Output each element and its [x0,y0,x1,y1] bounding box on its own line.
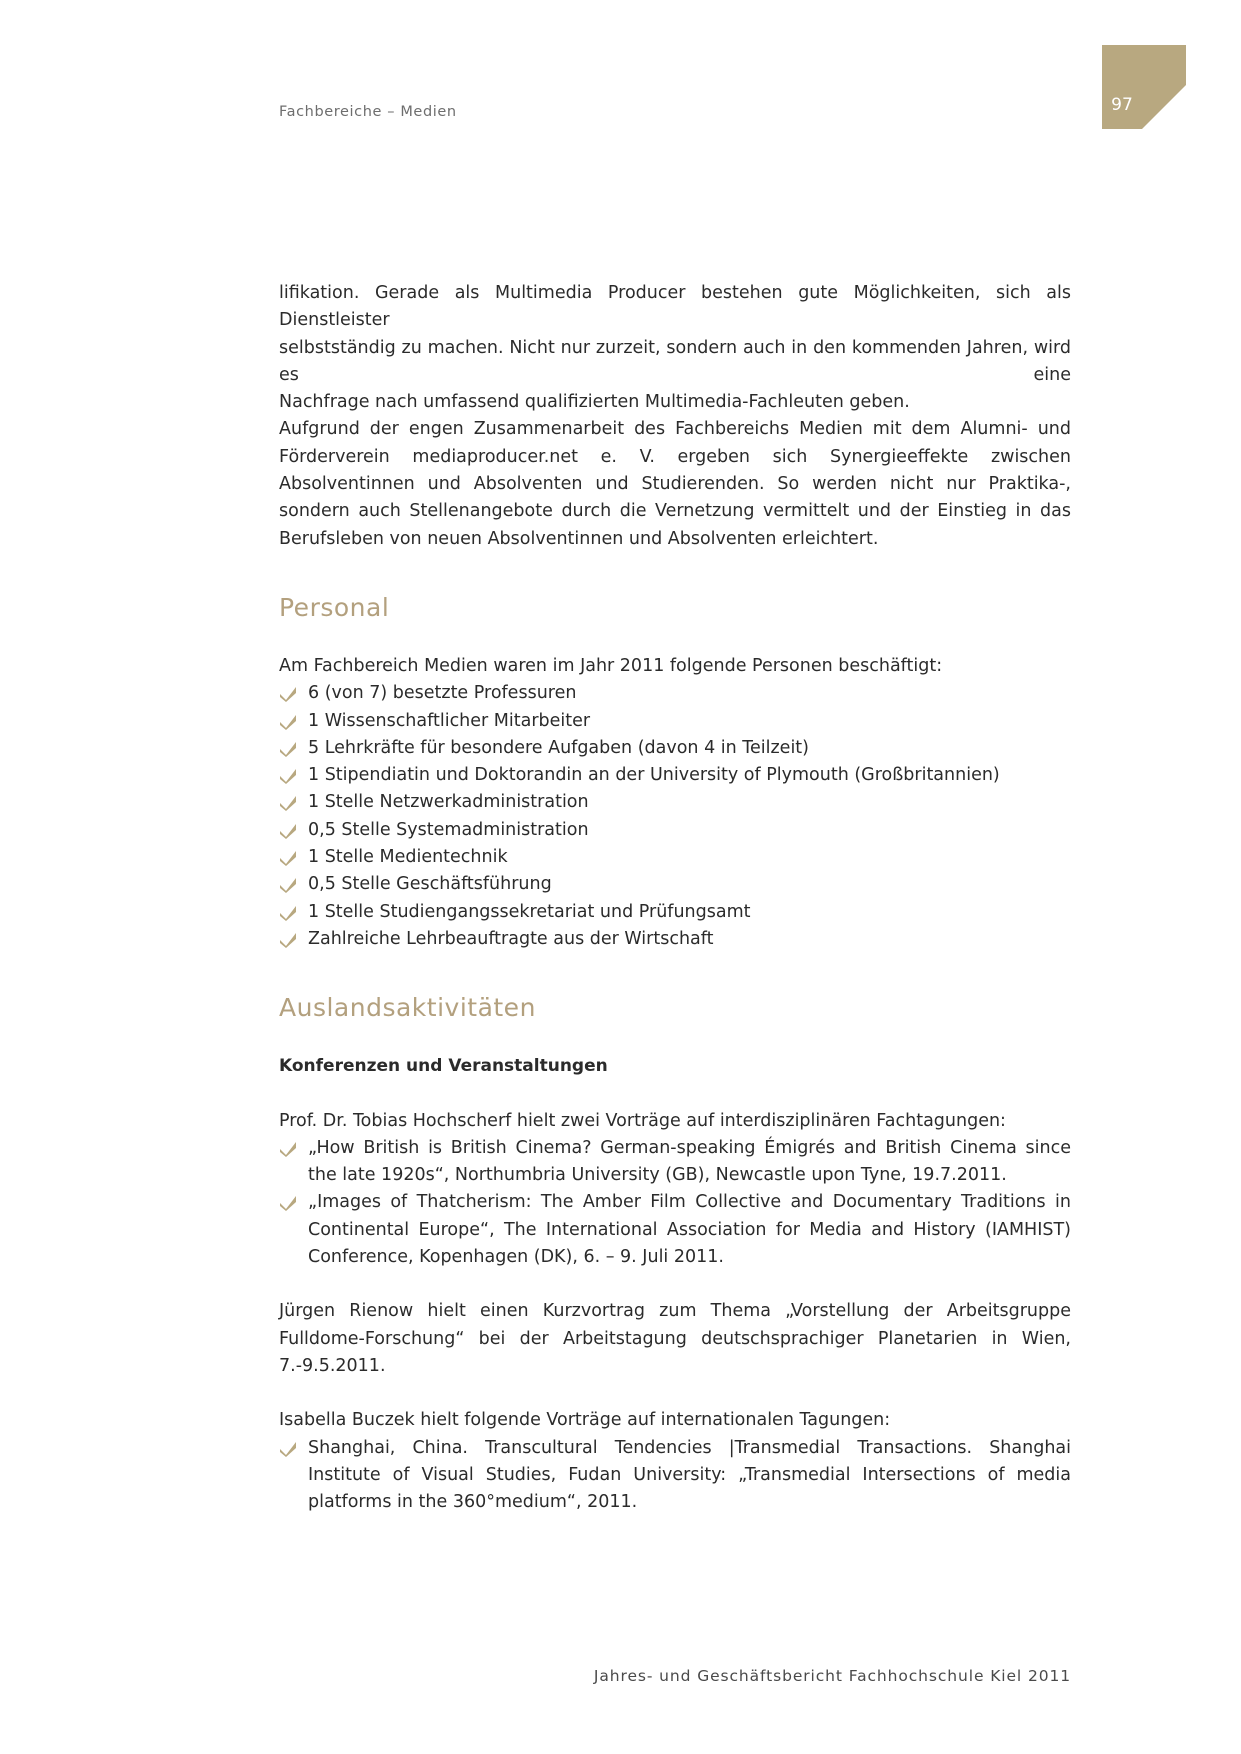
list-item-text: 6 (von 7) besetzte Professuren [308,683,577,704]
main-content [279,280,1071,1516]
list-item [279,708,1071,735]
running-head: Fachbereiche – Medien [279,104,457,120]
list-item [279,735,1071,762]
checkmark-bullet-icon [279,768,297,784]
section-heading-personal: Personal [279,592,390,622]
list-item-text: 1 Stelle Studiengangssekretariat und Prüfungsamt [308,901,751,922]
checkmark-bullet-icon [279,714,297,730]
checkmark-bullet-icon [279,905,297,921]
buczek-intro: Isabella Buczek hielt folgende Vorträge auf internationalen Tagungen: [279,1410,891,1431]
page-number: 97 [1111,95,1133,115]
list-item-text: 1 Wissenschaftlicher Mitarbeiter [308,710,591,731]
page-number-tab [1102,45,1186,129]
list-item-text: 1 Stelle Medientechnik [308,847,508,868]
personal-list [279,680,1071,953]
buczek-list [279,1435,1071,1517]
checkmark-bullet-icon [279,1441,297,1457]
checkmark-bullet-icon [279,1195,297,1211]
list-item [279,1189,1071,1271]
checkmark-bullet-icon [279,850,297,866]
intro-line-3: Nachfrage nach umfassend qualifizierten Multimedia-Fachleuten geben. [279,392,910,413]
list-item [279,680,1071,707]
checkmark-bullet-icon [279,795,297,811]
footer-text: Jahres- und Geschäftsbericht Fachhochschule Kiel 2011 [593,1667,1071,1685]
checkmark-bullet-icon [279,823,297,839]
checkmark-bullet-icon [279,741,297,757]
list-item [279,926,1071,953]
intro-paragraph-2: Aufgrund der engen Zusammenarbeit des Fachbereichs Medien mit dem Alumni- und Förderverein mediaproducer.net e. V. ergeben sich Synergieeffekte zwischen Absolventinnen und Absolventen und Studierenden. So werden nicht nur Praktika-, sondern auch Stellenangebote durch die Vernetzung vermittelt und der Einstieg in das Berufsleben von neuen Absolventinnen und Absolventen erleichtert. [279,419,1071,549]
hochscherf-intro: Prof. Dr. Tobias Hochscherf hielt zwei Vorträge auf interdisziplinären Fachtagungen: [279,1110,1006,1131]
list-item [279,789,1071,816]
intro-line-2: selbstständig zu machen. Nicht nur zurzeit, sondern auch in den kommenden Jahren, wird es eine [279,337,1071,385]
list-item [279,899,1071,926]
list-item-text: „How British is British Cinema? German-speaking Émigrés and British Cinema since the late 1920s“, Northumbria University (GB), Newcastle upon Tyne, 19.7.2011. [308,1137,1071,1186]
list-item-text: Shanghai, China. Transcultural Tendencies |Transmedial Transactions. Shanghai Institute of Visual Studies, Fudan University: „Transmedial Intersections of media platforms in the 360°medium“, 2011. [308,1437,1071,1513]
list-item-text: 1 Stipendiatin und Doktorandin an der University of Plymouth (Großbritannien) [308,765,1000,786]
list-item-text: 0,5 Stelle Geschäftsführung [308,874,552,895]
list-item [279,871,1071,898]
checkmark-bullet-icon [279,686,297,702]
list-item-text: „Images of Thatcherism: The Amber Film Collective and Documentary Traditions in Continental Europe“, The International Association for Media and History (IAMHIST) Conference, Kopenhagen (DK), 6. – 9. Juli 2011. [308,1192,1071,1268]
personal-intro: Am Fachbereich Medien waren im Jahr 2011 folgende Personen beschäftigt: [279,655,943,676]
list-item-text: 0,5 Stelle Systemadministration [308,819,589,840]
hochscherf-list [279,1135,1071,1271]
list-item [279,1135,1071,1190]
checkmark-bullet-icon [279,877,297,893]
list-item-text: 1 Stelle Netzwerkadministration [308,792,589,813]
subheading-konferenzen: Konferenzen und Veranstaltungen [279,1056,608,1077]
list-item [279,1435,1071,1517]
checkmark-bullet-icon [279,932,297,948]
list-item-text: Zahlreiche Lehrbeauftragte aus der Wirtschaft [308,928,714,949]
list-item [279,762,1071,789]
section-heading-auslandsaktivitaeten: Auslandsaktivitäten [279,993,536,1023]
list-item [279,817,1071,844]
checkmark-bullet-icon [279,1141,297,1157]
list-item [279,844,1071,871]
list-item-text: 5 Lehrkräfte für besondere Aufgaben (davon 4 in Teilzeit) [308,737,809,758]
intro-line-1: lifikation. Gerade als Multimedia Producer bestehen gute Möglichkeiten, sich als Dienstleister [279,283,1071,331]
rienow-paragraph: Jürgen Rienow hielt einen Kurzvortrag zum Thema „Vorstellung der Arbeitsgruppe Fulldome-Forschung“ bei der Arbeitstagung deutschsprachiger Planetarien in Wien, 7.-9.5.2011. [279,1301,1071,1376]
